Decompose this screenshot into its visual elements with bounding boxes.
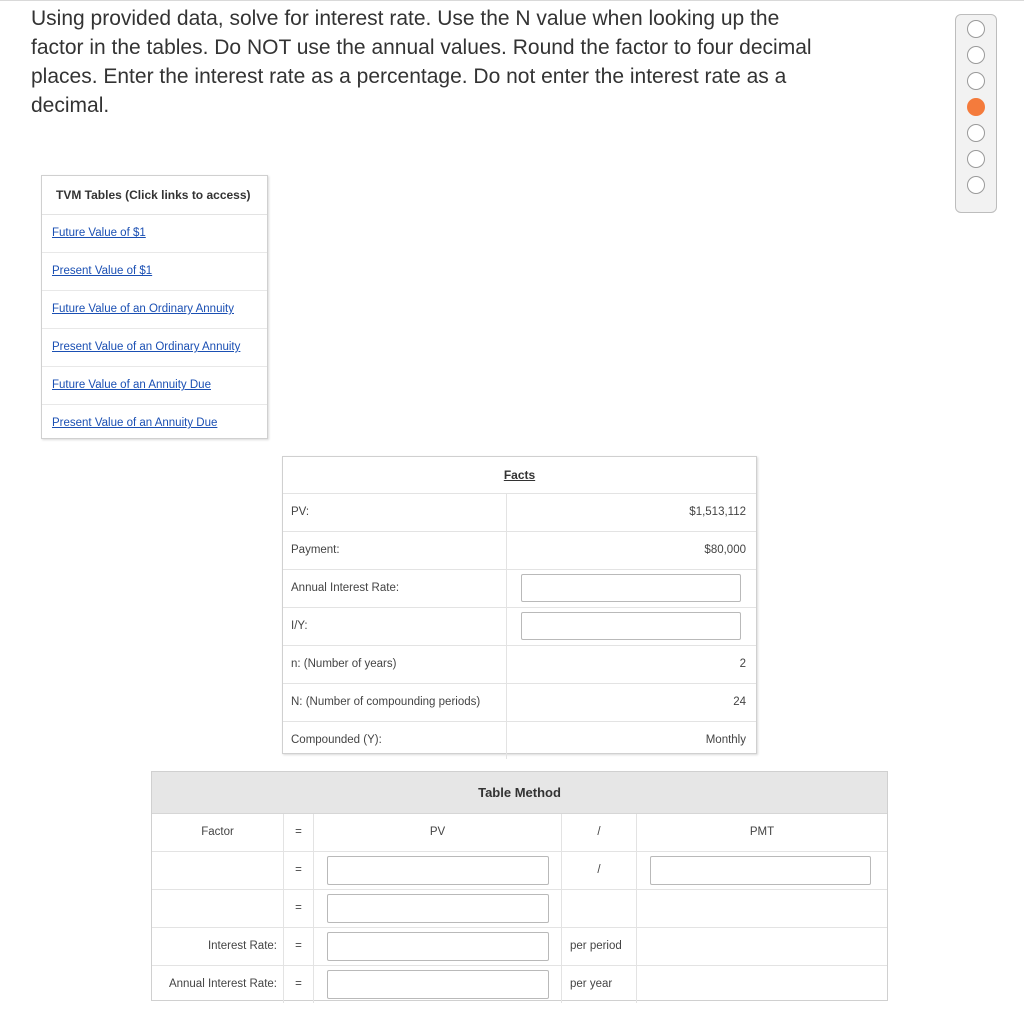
equals-sign: = — [284, 890, 314, 927]
link-fv-annuity-due[interactable]: Future Value of an Annuity Due — [52, 379, 211, 391]
pmt-label: PMT — [749, 826, 775, 838]
tvm-tables-title: TVM Tables (Click links to access) — [42, 176, 267, 215]
facts-row-pv: PV: $1,513,112 — [283, 494, 756, 532]
top-divider — [0, 0, 1024, 1]
progress-dot-7[interactable] — [967, 176, 985, 194]
pv-input[interactable] — [327, 856, 549, 885]
interest-rate-label: Interest Rate: — [152, 928, 284, 965]
equals-sign: = — [284, 814, 314, 851]
progress-dot-1[interactable] — [967, 20, 985, 38]
divide-sign: / — [562, 852, 637, 889]
interest-rate-input[interactable] — [327, 932, 549, 961]
facts-row-years: n: (Number of years) 2 — [283, 646, 756, 684]
per-year-label: per year — [562, 966, 637, 1003]
progress-dot-3[interactable] — [967, 72, 985, 90]
progress-dots — [955, 14, 997, 213]
link-fv-ordinary-annuity[interactable]: Future Value of an Ordinary Annuity — [52, 303, 234, 315]
pv-label: PV — [314, 814, 562, 851]
factor-label: Factor — [152, 814, 284, 851]
equals-sign: = — [284, 928, 314, 965]
equals-sign: = — [284, 966, 314, 1003]
progress-dot-6[interactable] — [967, 150, 985, 168]
pv-value: $1,513,112 — [689, 506, 746, 518]
table-method-title: Table Method — [152, 772, 887, 814]
link-pv-ordinary-annuity[interactable]: Present Value of an Ordinary Annuity — [52, 341, 241, 353]
annual-interest-rate-result-input[interactable] — [327, 970, 549, 999]
question-text: Using provided data, solve for interest rate. Use the N value when looking up the factor in the tables. Do NOT use the annual values. Round the factor to four decimal places. Enter the interest rate as a percentage. Do not enter the interest rate as a decimal. — [31, 7, 812, 117]
pmt-input[interactable] — [650, 856, 871, 885]
payment-value: $80,000 — [704, 544, 746, 556]
iy-input[interactable] — [521, 612, 741, 640]
facts-row-payment: Payment: $80,000 — [283, 532, 756, 570]
years-value: 2 — [739, 658, 746, 670]
annual-interest-rate-input[interactable] — [521, 574, 741, 602]
link-present-value-of-1[interactable]: Present Value of $1 — [52, 265, 153, 277]
facts-title: Facts — [283, 457, 756, 494]
facts-row-annual-interest-rate: Annual Interest Rate: — [283, 570, 756, 608]
method-header-row — [152, 814, 887, 852]
method-interest-rate-row — [152, 928, 887, 966]
per-period-label: per period — [562, 928, 637, 965]
method-factor-row — [152, 890, 887, 928]
facts-row-compounded: Compounded (Y): Monthly — [283, 722, 756, 759]
progress-dot-2[interactable] — [967, 46, 985, 64]
divide-sign: / — [562, 814, 637, 851]
table-method — [151, 771, 888, 1001]
link-future-value-of-1[interactable]: Future Value of $1 — [52, 227, 146, 239]
facts-row-periods: N: (Number of compounding periods) 24 — [283, 684, 756, 722]
method-annual-rate-row — [152, 966, 887, 1003]
tvm-tables-panel — [41, 175, 268, 439]
compounded-value: Monthly — [705, 734, 746, 746]
factor-input[interactable] — [327, 894, 549, 923]
progress-dot-5[interactable] — [967, 124, 985, 142]
facts-table — [282, 456, 757, 754]
annual-interest-rate-label: Annual Interest Rate: — [152, 966, 284, 1003]
progress-dot-4-current[interactable] — [967, 98, 985, 116]
periods-value: 24 — [733, 696, 746, 708]
equals-sign: = — [284, 852, 314, 889]
facts-row-iy: I/Y: — [283, 608, 756, 646]
method-values-row — [152, 852, 887, 890]
link-pv-annuity-due[interactable]: Present Value of an Annuity Due — [52, 417, 218, 429]
